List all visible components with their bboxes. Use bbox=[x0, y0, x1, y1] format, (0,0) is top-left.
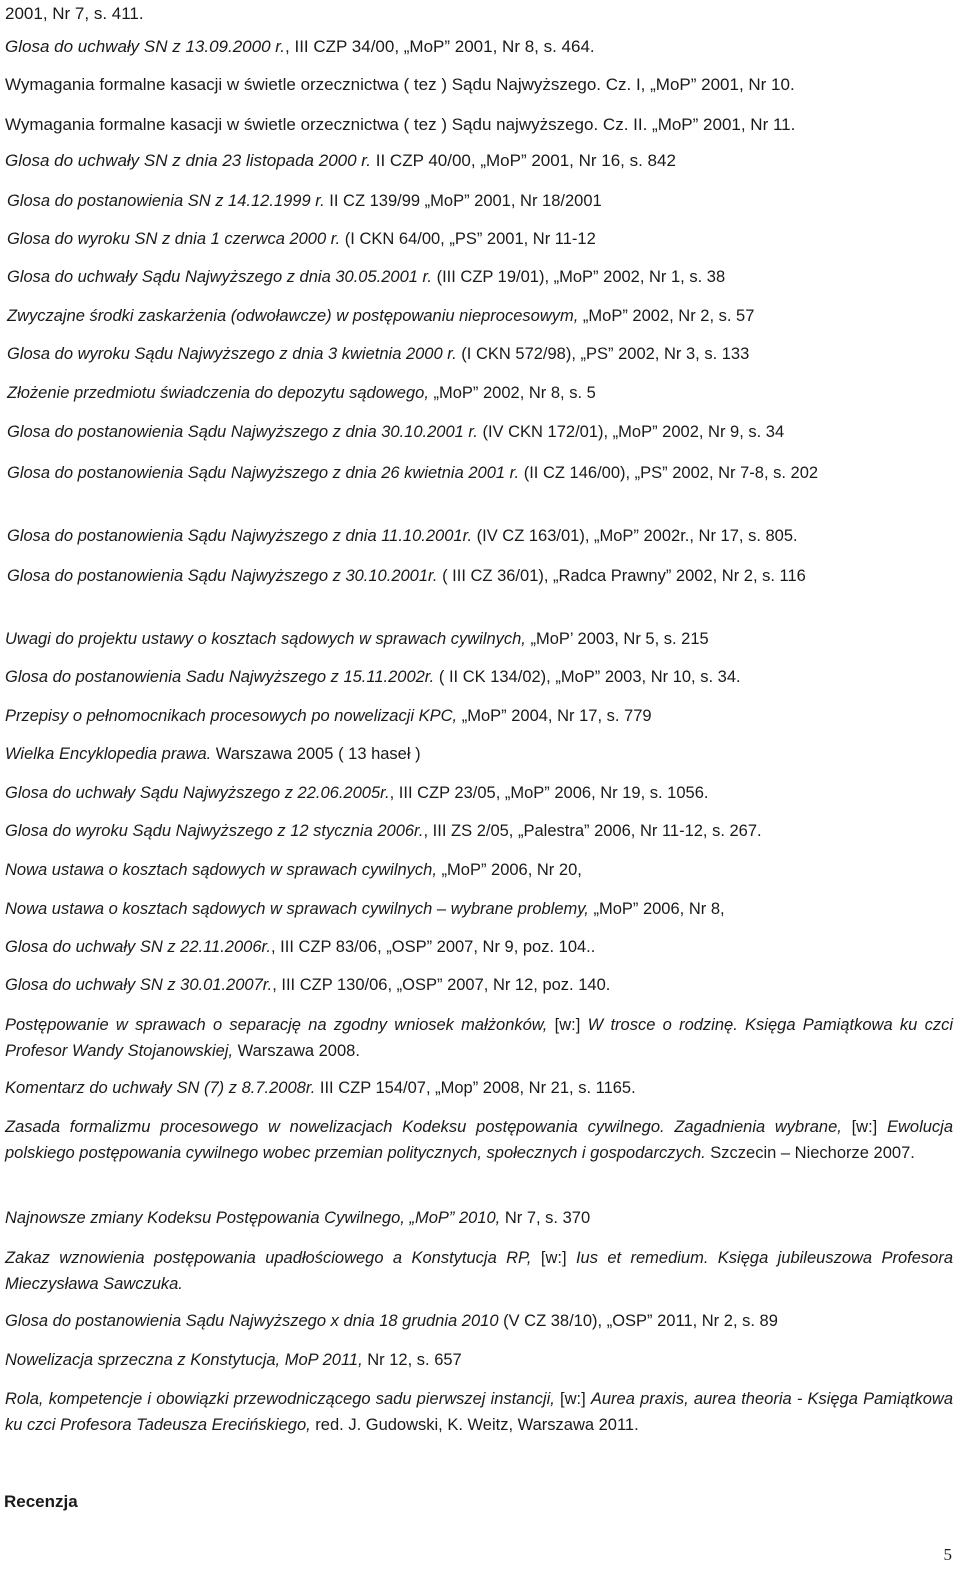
entry-title-text: Ewolucja polskiego postępowania cywilnego wobec przemian politycznych, społecznych i gospodarczych. bbox=[5, 1118, 954, 1162]
entry-title-text: Postępowanie w sprawach o separację na zgodny wniosek małżonków, bbox=[5, 1016, 548, 1034]
entry-citation-text: , III CZP 130/06, „OSP” 2007, Nr 12, poz. 140. bbox=[272, 976, 611, 994]
bibliography-entry bbox=[5, 936, 953, 958]
entry-citation-text: II CZP 40/00, „MoP” 2001, Nr 16, s. 842 bbox=[371, 151, 676, 170]
entry-citation-text: [w:] bbox=[841, 1118, 887, 1136]
bibliography-entry bbox=[5, 1207, 953, 1229]
entry-citation-text: „MoP” 2004, Nr 17, s. 779 bbox=[457, 707, 652, 725]
entry-title-text: W trosce o rodzinę. Księga Pamiątkowa ku czci Profesor Wandy Stojanowskiej, bbox=[5, 1016, 954, 1060]
bibliography-entry bbox=[5, 820, 953, 842]
bibliography-entry bbox=[7, 460, 955, 486]
entry-citation-text: Warszawa 2008. bbox=[233, 1042, 360, 1060]
entry-title-text: Rola, kompetencje i obowiązki przewodniczącego sadu pierwszej instancji, bbox=[5, 1390, 555, 1408]
entry-citation-text: Wymagania formalne kasacji w świetle orzecznictwa ( tez ) Sądu najwyższego. Cz. II. „MoP” 2001, Nr 11. bbox=[5, 115, 796, 134]
bibliography-entry bbox=[5, 1012, 953, 1064]
entry-citation-text: , III CZP 23/05, „MoP” 2006, Nr 19, s. 1056. bbox=[389, 784, 709, 802]
entry-citation-text: ( II CK 134/02), „MoP” 2003, Nr 10, s. 34. bbox=[434, 668, 741, 686]
entry-citation-text: „MoP’ 2003, Nr 5, s. 215 bbox=[525, 630, 709, 648]
entry-citation-text: (I CKN 572/98), „PS” 2002, Nr 3, s. 133 bbox=[456, 345, 750, 363]
bibliography-entry bbox=[5, 150, 953, 172]
bibliography-entry bbox=[7, 228, 955, 250]
entry-title-text: Zwyczajne środki zaskarżenia (odwoławcze) w postępowaniu nieprocesowym, bbox=[7, 307, 579, 325]
bibliography-entry bbox=[5, 1077, 953, 1099]
entry-citation-text: „MoP” 2002, Nr 8, s. 5 bbox=[428, 384, 596, 402]
bibliography-entry bbox=[5, 36, 953, 58]
entry-title-text: Glosa do postanowienia SN z 14.12.1999 r. bbox=[7, 192, 325, 210]
entry-citation-text: [w:] bbox=[554, 1390, 591, 1408]
entry-citation-text: , III CZP 83/06, „OSP” 2007, Nr 9, poz. 104.. bbox=[270, 938, 596, 956]
entry-title-text: Glosa do postanowienia Sądu Najwyższego z dnia 11.10.2001r. bbox=[7, 527, 473, 545]
entry-title-text: Najnowsze zmiany Kodeksu Postępowania Cywilnego, „MoP” 2010, bbox=[5, 1209, 501, 1227]
bibliography-entry bbox=[5, 782, 953, 804]
page-number: 5 bbox=[943, 1545, 952, 1564]
entry-citation-text: (I CKN 64/00, „PS” 2001, Nr 11-12 bbox=[340, 230, 596, 248]
entry-title-text: Glosa do uchwały SN z 30.01.2007r. bbox=[5, 976, 273, 994]
entry-title-text: Glosa do postanowienia Sądu Najwyższego z dnia 26 kwietnia 2001 r. bbox=[7, 464, 520, 482]
entry-title-text: Glosa do uchwały Sądu Najwyższego z dnia 30.05.2001 r. bbox=[7, 268, 432, 286]
entry-citation-text: , III ZS 2/05, „Palestra” 2006, Nr 11-12, s. 267. bbox=[423, 822, 762, 840]
entry-title-text: Zasada formalizmu procesowego w nowelizacjach Kodeksu postępowania cywilnego. Zagadnienia wybrane, bbox=[5, 1118, 842, 1136]
bibliography-entry bbox=[7, 343, 955, 365]
entry-citation-text: ( III CZ 36/01), „Radca Prawny” 2002, Nr 2, s. 116 bbox=[437, 567, 806, 585]
entry-citation-text: „MoP” 2002, Nr 2, s. 57 bbox=[578, 307, 755, 325]
entry-title-text: Nowa ustawa o kosztach sądowych w sprawach cywilnych – wybrane problemy, bbox=[5, 900, 589, 918]
entry-citation-text: (V CZ 38/10), „OSP” 2011, Nr 2, s. 89 bbox=[498, 1312, 778, 1330]
bibliography-entry bbox=[7, 190, 955, 212]
entry-title-text: Przepisy o pełnomocnikach procesowych po nowelizacji KPC, bbox=[5, 707, 458, 725]
bibliography-entry bbox=[5, 1386, 953, 1438]
entry-citation-text: 2001, Nr 7, s. 411. bbox=[5, 4, 144, 23]
entry-title-text: Nowelizacja sprzeczna z Konstytucja, MoP 2011, bbox=[5, 1351, 363, 1369]
entry-citation-text: „MoP” 2006, Nr 8, bbox=[588, 900, 725, 918]
bibliography-entry bbox=[7, 525, 955, 547]
entry-title-text: Glosa do postanowienia Sądu Najwyższego x dnia 18 grudnia 2010 bbox=[5, 1312, 499, 1330]
entry-citation-text: Nr 12, s. 657 bbox=[362, 1351, 462, 1369]
entry-citation-text: (IV CZ 163/01), „MoP” 2002r., Nr 17, s. 805. bbox=[472, 527, 798, 545]
entry-title-text: Glosa do postanowienia Sądu Najwyższego z 30.10.2001r. bbox=[7, 567, 438, 585]
entry-title-text: Glosa do wyroku Sądu Najwyższego z 12 stycznia 2006r. bbox=[5, 822, 424, 840]
bibliography-entry bbox=[5, 1114, 953, 1166]
entry-title-text: Zakaz wznowienia postępowania upadłościowego a Konstytucja RP, bbox=[5, 1249, 532, 1267]
entry-citation-text: , III CZP 34/00, „MoP” 2001, Nr 8, s. 464. bbox=[285, 37, 595, 56]
entry-title-text: Ius et remedium. Księga jubileuszowa Profesora Mieczysława Sawczuka. bbox=[5, 1249, 954, 1293]
entry-title-text: Aurea praxis, aurea theoria - Księga Pamiątkowa ku czci Profesora Tadeusza Erecińskiego, bbox=[5, 1390, 953, 1434]
bibliography-entry bbox=[5, 705, 953, 727]
entry-citation-text: (III CZP 19/01), „MoP” 2002, Nr 1, s. 38 bbox=[431, 268, 726, 286]
section-heading: Recenzja bbox=[4, 1492, 78, 1511]
entry-title-text: Złożenie przedmiotu świadczenia do depozytu sądowego, bbox=[7, 384, 429, 402]
entry-title-text: Glosa do wyroku Sądu Najwyższego z dnia 3 kwietnia 2000 r. bbox=[7, 345, 457, 363]
entry-title-text: Glosa do uchwały SN z 13.09.2000 r. bbox=[5, 37, 286, 56]
entry-citation-text: (IV CKN 172/01), „MoP” 2002, Nr 9, s. 34 bbox=[477, 423, 785, 441]
entry-title-text: Glosa do uchwały Sądu Najwyższego z 22.06.2005r. bbox=[5, 784, 390, 802]
bibliography-entry bbox=[5, 3, 953, 25]
entry-title-text: Glosa do wyroku SN z dnia 1 czerwca 2000 r. bbox=[7, 230, 341, 248]
bibliography-entry bbox=[5, 743, 953, 765]
entry-citation-text: [w:] bbox=[547, 1016, 588, 1034]
bibliography-entry bbox=[5, 859, 953, 881]
bibliography-entry bbox=[7, 382, 955, 404]
bibliography-entry bbox=[5, 628, 953, 650]
bibliography-entry bbox=[7, 266, 955, 288]
entry-title-text: Glosa do postanowienia Sadu Najwyższego z 15.11.2002r. bbox=[5, 668, 435, 686]
bibliography-entry bbox=[7, 305, 955, 327]
entry-citation-text: (II CZ 146/00), „PS” 2002, Nr 7-8, s. 202 bbox=[519, 464, 819, 482]
bibliography-entry bbox=[5, 1245, 953, 1297]
entry-title-text: Wielka Encyklopedia prawa. bbox=[5, 745, 212, 763]
entry-citation-text: red. J. Gudowski, K. Weitz, Warszawa 2011. bbox=[310, 1416, 639, 1434]
bibliography-entry bbox=[5, 1349, 953, 1371]
entry-citation-text: Warszawa 2005 ( 13 haseł ) bbox=[211, 745, 421, 763]
bibliography-entry bbox=[7, 563, 955, 589]
bibliography-entry bbox=[7, 421, 955, 443]
entry-citation-text: III CZP 154/07, „Mop” 2008, Nr 21, s. 1165. bbox=[315, 1079, 636, 1097]
bibliography-entry bbox=[5, 114, 953, 136]
bibliography-entry bbox=[5, 974, 953, 996]
entry-title-text: Uwagi do projektu ustawy o kosztach sądowych w sprawach cywilnych, bbox=[5, 630, 526, 648]
bibliography-entry bbox=[5, 1310, 953, 1332]
entry-title-text: Glosa do uchwały SN z 22.11.2006r. bbox=[5, 938, 271, 956]
bibliography-entry bbox=[5, 74, 953, 96]
entry-title-text: Glosa do uchwały SN z dnia 23 listopada 2000 r. bbox=[5, 151, 372, 170]
bibliography-entry bbox=[5, 898, 953, 920]
entry-citation-text: Nr 7, s. 370 bbox=[500, 1209, 591, 1227]
bibliography-entry bbox=[5, 666, 953, 688]
entry-citation-text: „MoP” 2006, Nr 20, bbox=[436, 861, 582, 879]
entry-title-text: Komentarz do uchwały SN (7) z 8.7.2008r. bbox=[5, 1079, 316, 1097]
entry-title-text: Glosa do postanowienia Sądu Najwyższego z dnia 30.10.2001 r. bbox=[7, 423, 478, 441]
entry-citation-text: Wymagania formalne kasacji w świetle orzecznictwa ( tez ) Sądu Najwyższego. Cz. I, „MoP” 2001, Nr 10. bbox=[5, 75, 795, 94]
entry-citation-text: II CZ 139/99 „MoP” 2001, Nr 18/2001 bbox=[324, 192, 602, 210]
entry-citation-text: Szczecin – Niechorze 2007. bbox=[705, 1144, 915, 1162]
entry-citation-text: [w:] bbox=[531, 1249, 576, 1267]
entry-title-text: Nowa ustawa o kosztach sądowych w sprawach cywilnych, bbox=[5, 861, 437, 879]
